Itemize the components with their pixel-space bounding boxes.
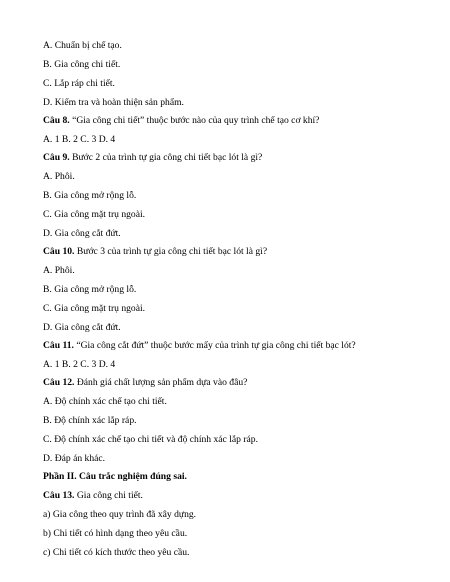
q9-text: Bước 2 của trình tự gia công chi tiết bạc lót là gì? [72,152,263,163]
q7-option-d: D. Kiểm tra và hoàn thiện sản phẩm. [43,97,184,108]
q13-label: Câu 13. [43,490,75,501]
q10-label: Câu 10. [43,246,75,257]
q13-statement-a: a) Gia công theo quy trình đã xây dựng. [43,509,197,520]
q12-question [43,377,434,389]
q9-option-b: B. Gia công mở rộng lỗ. [43,190,137,201]
q9-question [43,152,434,164]
q11-answers: A. 1 B. 2 C. 3 D. 4 [43,359,116,370]
q11-question [43,340,434,352]
q11-text: “Gia công cắt đứt” thuộc bước mấy của trình tự gia công chi tiết bạc lót? [76,340,356,351]
q10-option-b: B. Gia công mở rộng lỗ. [43,284,137,295]
q10-option-a: A. Phôi. [43,265,75,276]
q8-question [43,115,434,127]
q12-text: Đánh giá chất lượng sản phẩm dựa vào đâu? [76,377,248,388]
q7-option-b: B. Gia công chi tiết. [43,59,121,70]
q8-label: Câu 8. [43,115,70,126]
q13-statement-c: c) Chi tiết có kích thước theo yêu cầu. [43,547,190,558]
q7-option-a: A. Chuẩn bị chế tạo. [43,40,122,51]
q10-text: Bước 3 của trình tự gia công chi tiết bạc lót là gì? [76,246,268,257]
q10-option-c: C. Gia công mặt trụ ngoài. [43,303,146,314]
q12-option-d: D. Đáp án khác. [43,453,106,464]
part2-title: Phần II. Câu trắc nghiệm đúng sai. [43,471,187,482]
q13-statement-b: b) Chi tiết có hình dạng theo yêu cầu. [43,528,188,539]
q8-answers: A. 1 B. 2 C. 3 D. 4 [43,134,116,145]
q10-question [43,246,434,258]
part2-heading [43,471,434,483]
q9-label: Câu 9. [43,152,70,163]
q13-text: Gia công chi tiết. [76,490,143,501]
q12-option-b: B. Độ chính xác lắp ráp. [43,415,137,426]
q9-option-c: C. Gia công mặt trụ ngoài. [43,209,146,220]
q11-label: Câu 11. [43,340,74,351]
q9-option-a: A. Phôi. [43,171,75,182]
q7-option-c: C. Lắp ráp chi tiết. [43,78,115,89]
q12-option-c: C. Độ chính xác chế tạo chi tiết và độ chính xác lắp ráp. [43,434,258,445]
q13-question [43,490,434,502]
q9-option-d: D. Gia công cắt đứt. [43,228,121,239]
q12-label: Câu 12. [43,377,75,388]
q12-option-a: A. Độ chính xác chế tạo chi tiết. [43,396,167,407]
q10-option-d: D. Gia công cắt đứt. [43,322,121,333]
q8-text: “Gia công chi tiết” thuộc bước nào của quy trình chế tạo cơ khí? [72,115,320,126]
